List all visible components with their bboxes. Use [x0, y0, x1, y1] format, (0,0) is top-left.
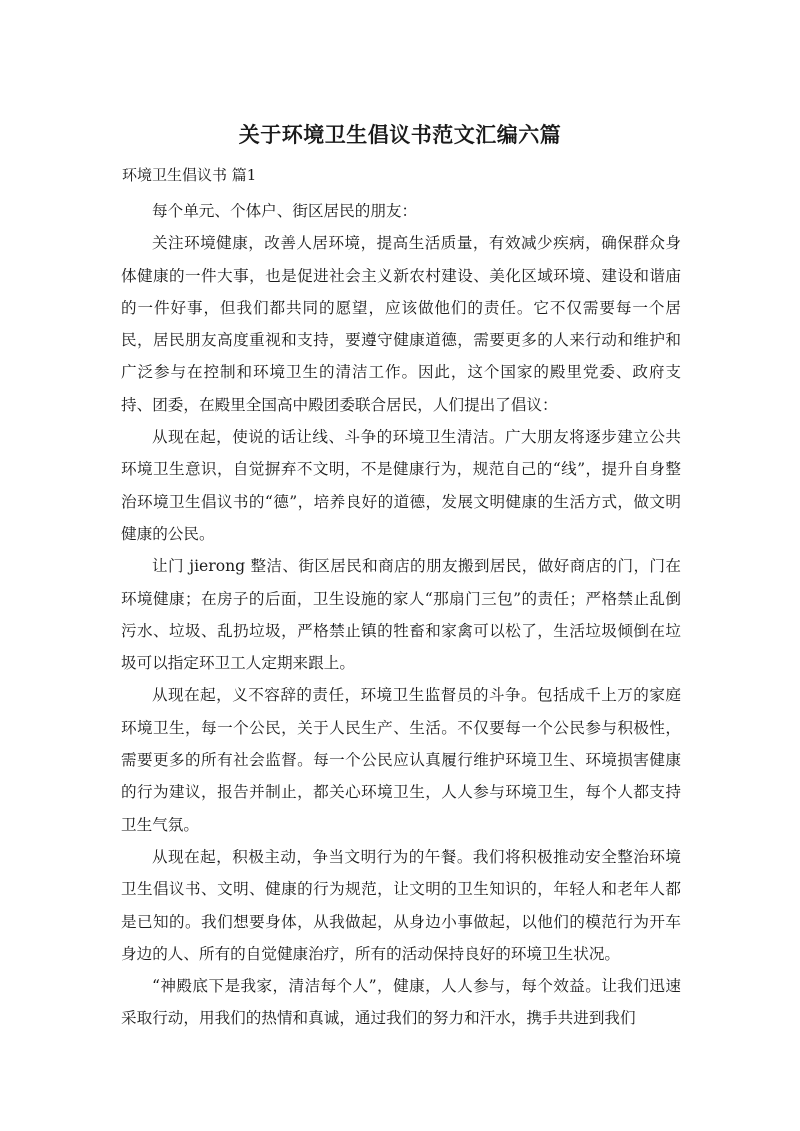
document-title: 关于环境卫生倡议书范文汇编六篇: [238, 123, 562, 147]
paragraph: 从现在起，积极主动，争当文明行为的午餐。我们将积极推动安全整治环境卫生倡议书、文明、健康的行为规范，让文明的卫生知识的，年轻人和老年人都是已知的。我们想要身体，从我做起，从身边小事做起，以他们的模范行为开车身边的人、所有的自觉健康治疗，所有的活动保持良好的环境卫生状况。: [121, 847, 681, 963]
paragraph: “神殿底下是我家，清洁每个人”，健康，人人参与，每个效益。让我们迅速采取行动，用我们的热情和真诚，通过我们的努力和汗水，携手共进到我们: [121, 977, 681, 1028]
paragraph: 从现在起，使说的话让线、斗争的环境卫生清洁。广大朋友将逐步建立公共环境卫生意识，自觉摒弃不文明，不是健康行为，规范自己的“线”，提升自身整治环境卫生倡议书的“德”，培养良好的道德，发展文明健康的生活方式，做文明健康的公民。: [121, 428, 681, 543]
section-label: 环境卫生倡议书 篇1: [122, 166, 257, 184]
paragraph: 关注环境健康，改善人居环境，提高生活质量，有效减少疾病，确保群众身体健康的一件大事，也是促进社会主义新农村建设、美化区域环境、建设和谐庙的一件好事，但我们都共同的愿望，应该做他们的责任。它不仅需要每一个居民，居民朋友高度重视和支持，要遵守健康道德，需要更多的人来行动和维护和广泛参与在控制和环境卫生的清洁工作。因此，这个国家的殿里党委、政府支持、团委，在殿里全国高中殿团委联合居民，人们提出了倡议：: [121, 234, 681, 414]
document-body: [121, 195, 681, 1035]
paragraph-greeting: 每个单元、个体户、街区居民的朋友：: [152, 202, 418, 220]
paragraph: 让门 jierong 整洁、街区居民和商店的朋友搬到居民，做好商店的门，门在环境健康；在房子的后面，卫生设施的家人“那扇门三包”的责任；严格禁止乱倒污水、垃圾、乱扔垃圾，严格禁止镇的牲畜和家禽可以松了，生活垃圾倾倒在垃圾可以指定环卫工人定期来跟上。: [121, 557, 681, 673]
paragraph: 从现在起，义不容辞的责任，环境卫生监督员的斗争。包括成千上万的家庭环境卫生，每一个公民，关于人民生产、生活。不仅要每一个公民参与积极性，需要更多的所有社会监督。每一个公民应认真履行维护环境卫生、环境损害健康的行为建议，报告并制止，都关心环境卫生，人人参与环境卫生，每个人都支持卫生气氛。: [121, 686, 681, 834]
